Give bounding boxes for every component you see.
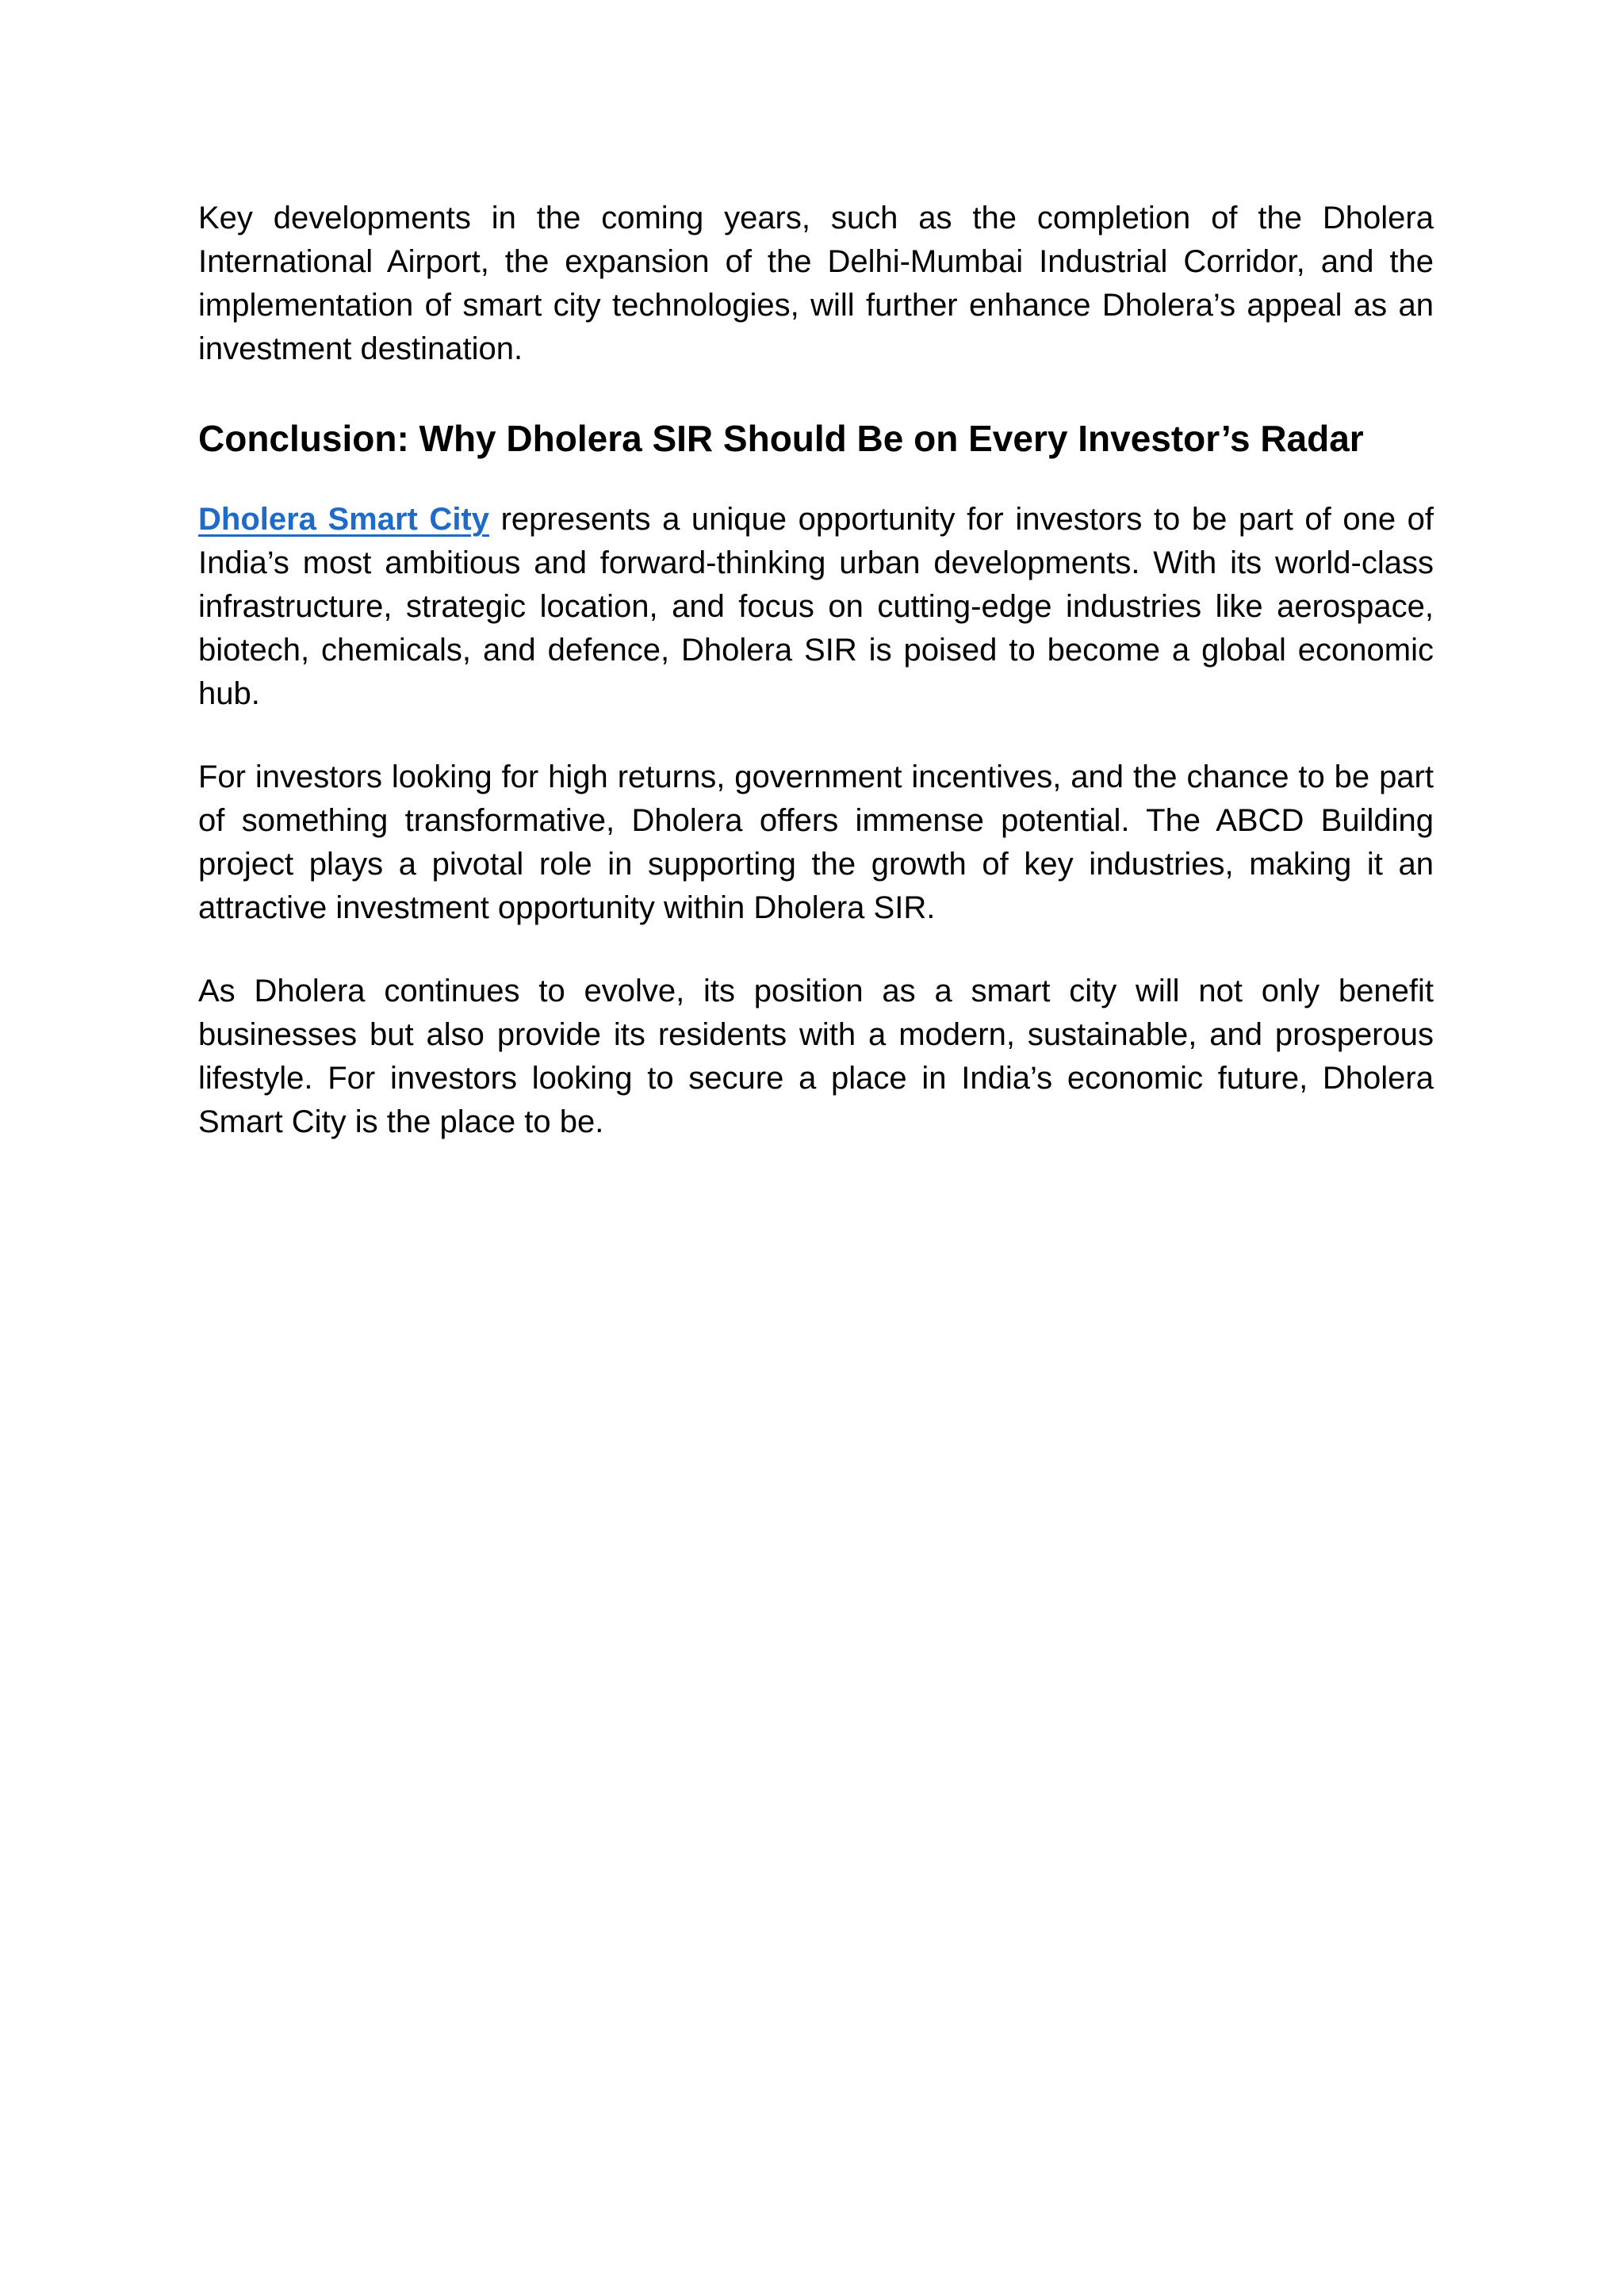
intro-paragraph: Key developments in the coming years, such as the completion of the Dholera International Airport, the expansion of the Delhi-Mumbai Industrial Corridor, and the implementation of smart city technologies, will further enhance Dholera’s appeal as an investment destination. (198, 201, 1434, 366)
conclusion-paragraph-3: As Dholera continues to evolve, its position as a smart city will not only benefit businesses but also provide its residents with a modern, sustainable, and prosperous lifestyle. For investors looking to secure a place in India’s economic future, Dholera Smart City is the place to be. (198, 974, 1434, 1139)
conclusion-paragraph-1 (198, 498, 1434, 716)
conclusion-paragraph-2: For investors looking for high returns, government incentives, and the chance to be part of something transformative, Dholera offers immense potential. The ABCD Building project plays a pivotal role in supporting the growth of key industries, making it an attractive investment opportunity within Dholera SIR. (198, 760, 1434, 925)
dholera-smart-city-link[interactable]: Dholera Smart City (198, 502, 489, 537)
document-body (198, 197, 1434, 1184)
conclusion-paragraph-1-text: represents a unique opportunity for investors to be part of one of India’s most ambitious and forward-thinking urban developments. With its world-class infrastructure, strategic location, and focus on cutting-edge industries like aerospace, biotech, chemicals, and defence, Dholera SIR is poised to become a global economic hub. (198, 502, 1434, 711)
conclusion-heading: Conclusion: Why Dholera SIR Should Be on Every Investor’s Radar (198, 418, 1364, 459)
